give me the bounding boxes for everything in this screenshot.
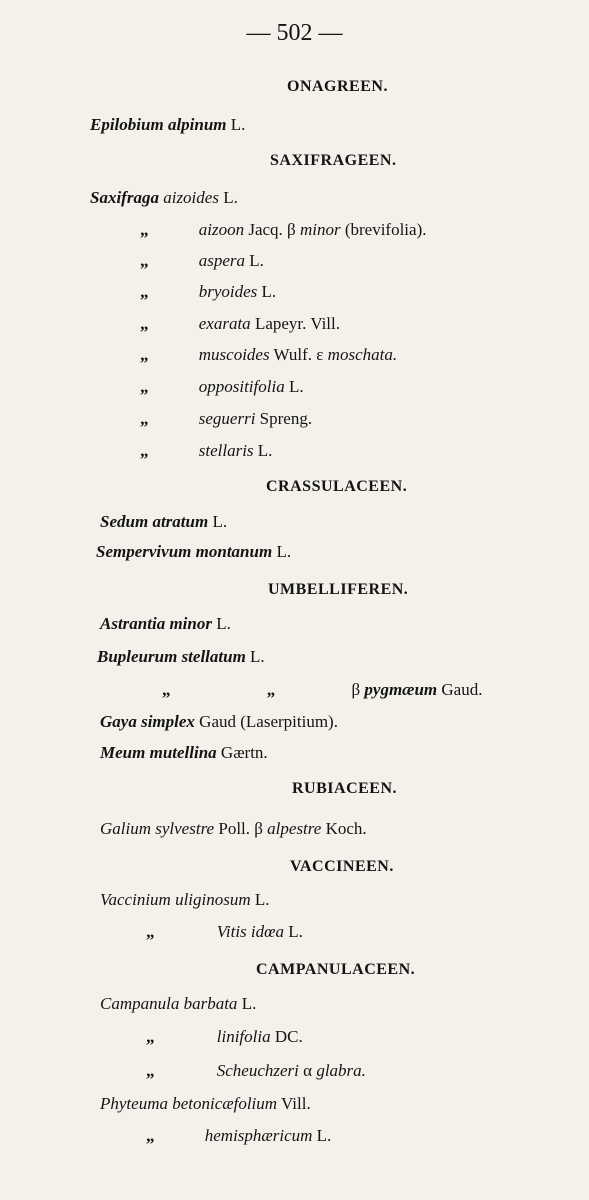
species: exarata (198, 314, 251, 333)
author: L. (216, 614, 231, 633)
genus: Sempervivum (96, 542, 192, 561)
species: stellatum (181, 647, 246, 666)
species-entry (100, 889, 270, 911)
ditto-mark: „ (140, 377, 149, 396)
author: Poll. β (218, 819, 263, 838)
ditto-mark: „ (140, 251, 149, 270)
species-entry (100, 1093, 311, 1115)
species: simplex (141, 712, 195, 731)
author: L. (316, 1126, 332, 1145)
note: Koch. (325, 819, 367, 838)
species-entry (100, 742, 268, 764)
species: minor (169, 614, 212, 633)
species-entry (100, 511, 227, 533)
species: oppositifolia (198, 377, 285, 396)
species-entry (146, 1060, 366, 1082)
species: sylvestre (155, 819, 215, 838)
genus: Campanula (100, 994, 180, 1013)
note: (Laserpitium). (240, 712, 338, 731)
author: L. (257, 441, 273, 460)
variety: minor (299, 220, 341, 239)
genus: Bupleurum (97, 647, 178, 666)
variety: moschata. (327, 345, 398, 364)
genus: Gaya (100, 712, 137, 731)
species-entry (140, 281, 276, 303)
species-entry (146, 1026, 303, 1048)
author: L. (223, 188, 238, 207)
author: L. (241, 994, 257, 1013)
species: muscoides (198, 345, 270, 364)
author: L. (249, 251, 264, 270)
ditto-mark: „ (140, 220, 149, 239)
species-entry (140, 408, 312, 430)
author: L. (254, 890, 270, 909)
author: DC. (274, 1027, 303, 1046)
author: Spreng. (259, 409, 313, 428)
species-entry (100, 818, 367, 840)
species: montanum (195, 542, 273, 561)
species-entry (100, 613, 231, 635)
species: linifolia (216, 1027, 271, 1046)
species: atratum (152, 512, 209, 531)
author: L. (261, 282, 277, 301)
note: Gaud. (441, 680, 483, 699)
author: Gærtn. (220, 743, 268, 762)
ditto-mark: „ (266, 680, 276, 699)
species-entry (146, 1125, 331, 1147)
author: Wulf. ε (273, 345, 324, 364)
species: alpinum (167, 115, 227, 134)
species: aspera (198, 251, 246, 270)
genus: Sedum (100, 512, 149, 531)
genus: Phyteuma (100, 1094, 168, 1113)
variety: alpestre (267, 819, 322, 838)
ditto-mark: „ (146, 922, 155, 941)
author: α (303, 1061, 313, 1080)
species-entry (140, 440, 272, 462)
author: Vill. (281, 1094, 311, 1113)
genus: Epilobium (90, 115, 164, 134)
species: uliginosum (175, 890, 251, 909)
species-entry (140, 376, 304, 398)
species-entry (146, 921, 303, 943)
note: (brevifolia). (344, 220, 427, 239)
author: L. (288, 377, 304, 396)
species: hemisphæricum (204, 1126, 313, 1145)
species-entry (97, 646, 265, 668)
species-entry (162, 679, 482, 701)
species: betonicæfolium (172, 1094, 278, 1113)
author: L. (250, 647, 265, 666)
species-entry (100, 711, 338, 733)
variety: pygmæum (364, 680, 438, 699)
author: L. (288, 922, 303, 941)
author: Gaud (199, 712, 236, 731)
author: L. (212, 512, 228, 531)
genus: Vaccinium (100, 890, 171, 909)
family-heading: ONAGREEN. (287, 78, 388, 95)
species-entry (140, 313, 340, 335)
variety: glabra. (316, 1061, 366, 1080)
ditto-mark: „ (162, 680, 171, 699)
species: aizoon (198, 220, 245, 239)
genus: Meum (100, 743, 146, 762)
family-heading: SAXIFRAGEEN. (270, 152, 397, 169)
author: L. (230, 115, 246, 134)
species: mutellina (149, 743, 217, 762)
species: Scheuchzeri (216, 1061, 299, 1080)
family-heading: RUBIACEEN. (292, 780, 398, 797)
genus: Saxifraga (90, 188, 159, 207)
species-entry (140, 219, 426, 241)
species: aizoides (163, 188, 219, 207)
species: seguerri (198, 409, 256, 428)
species: bryoides (198, 282, 258, 301)
author: β (351, 680, 361, 699)
ditto-mark: „ (140, 441, 149, 460)
species: Vitis idœa (216, 922, 284, 941)
species-entry (100, 993, 256, 1015)
species: stellaris (198, 441, 254, 460)
ditto-mark: „ (140, 282, 149, 301)
ditto-mark: „ (140, 314, 149, 333)
family-heading: CAMPANULACEEN. (256, 961, 416, 978)
family-heading: UMBELLIFEREN. (268, 581, 409, 598)
author: Lapeyr. Vill. (254, 314, 341, 333)
family-heading: CRASSULACEEN. (266, 478, 408, 495)
species-entry (140, 344, 397, 366)
species-entry (96, 541, 291, 563)
species-entry (90, 114, 245, 136)
species: barbata (183, 994, 238, 1013)
species-entry (90, 187, 238, 209)
genus: Galium (100, 819, 151, 838)
species-entry (140, 250, 264, 272)
ditto-mark: „ (146, 1126, 155, 1145)
author: Jacq. β (248, 220, 296, 239)
ditto-mark: „ (146, 1027, 155, 1046)
page-number: — 502 — (246, 20, 343, 46)
genus: Astrantia (100, 614, 166, 633)
family-heading: VACCINEEN. (290, 858, 394, 875)
author: L. (276, 542, 292, 561)
ditto-mark: „ (140, 409, 149, 428)
ditto-mark: „ (146, 1061, 155, 1080)
ditto-mark: „ (140, 345, 149, 364)
